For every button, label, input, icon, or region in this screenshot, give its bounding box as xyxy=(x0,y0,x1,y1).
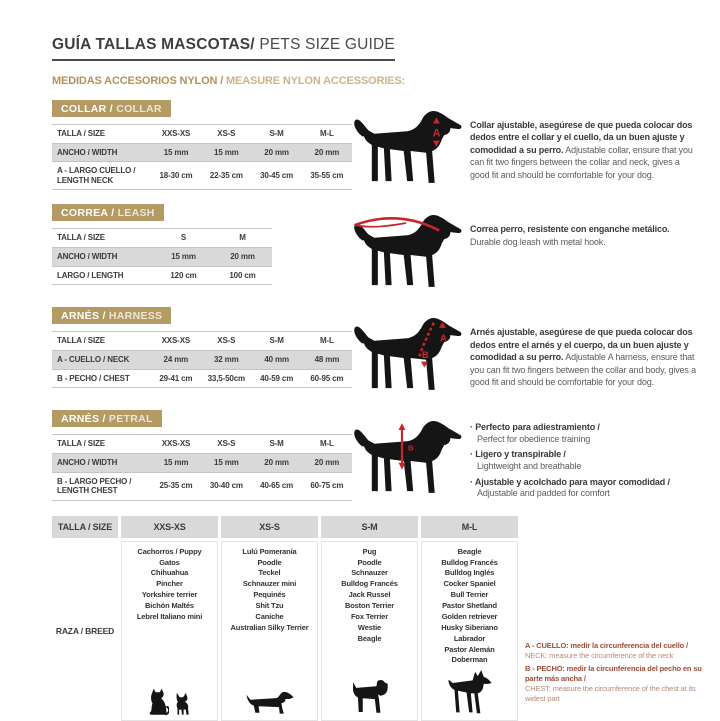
dog-collar-illustration xyxy=(352,99,470,189)
collar-neck-val: 30-45 cm xyxy=(251,162,301,190)
note-neck xyxy=(525,641,702,661)
petral-col-size: TALLA / SIZE xyxy=(52,435,151,454)
breed-item: Husky Siberiano xyxy=(441,622,498,632)
harness-neck-val: 32 mm xyxy=(201,350,252,369)
page-title xyxy=(52,36,395,61)
petral-badge-en: PETRAL xyxy=(108,413,153,426)
breed-col-ml-header: M-L xyxy=(421,516,518,538)
leash-description xyxy=(470,203,702,248)
petral-chest-val: 25-35 cm xyxy=(151,472,201,500)
section-collar xyxy=(52,99,702,190)
collar-col-xxs: XXS-XS xyxy=(151,125,201,144)
petral-marker-b: B xyxy=(408,444,414,454)
collar-badge-es: COLLAR / xyxy=(61,103,113,115)
harness-col-size: TALLA / SIZE xyxy=(52,332,151,351)
subtitle-es: MEDIDAS ACCESORIOS NYLON / xyxy=(52,75,227,87)
collar-badge-en: COLLAR xyxy=(116,103,162,115)
breed-item: Poodle xyxy=(357,557,382,567)
petral-chest-label: B - LARGO PECHO / LENGTH CHEST xyxy=(52,472,151,500)
collar-marker-a: A xyxy=(432,127,441,140)
harness-desc-en: Adjustable A harness, ensure that you can fit two fingers between the collar and body, gives a good fit and should be comfortable for your dog. xyxy=(470,352,696,387)
collar-width-label: ANCHO / WIDTH xyxy=(52,143,151,162)
breed-item: Fox Terrier xyxy=(351,611,388,621)
harness-size-table xyxy=(52,331,352,388)
page-subtitle xyxy=(52,75,702,87)
harness-badge-es: ARNÉS / xyxy=(61,310,106,323)
feature-item xyxy=(470,448,698,472)
doberman-icon xyxy=(445,669,495,716)
leash-badge-es: CORREA / xyxy=(61,207,115,220)
collar-col-ml: M-L xyxy=(302,125,352,144)
collar-neck-val: 35-55 cm xyxy=(302,162,352,190)
breed-item: Bulldog Inglés xyxy=(444,568,495,578)
collar-size-table xyxy=(52,124,352,190)
breed-item: Bichón Maltés xyxy=(145,601,194,611)
dog-silhouette-icon xyxy=(352,211,464,293)
breed-item: Pastor Shetland xyxy=(442,601,497,611)
harness-marker-a: A xyxy=(439,333,447,345)
breed-list-sm xyxy=(341,547,398,645)
breed-cell-ml xyxy=(421,541,518,721)
breed-item: Caniche xyxy=(255,611,284,621)
leash-width-label: ANCHO / WIDTH xyxy=(52,247,154,266)
breed-item: Labrador xyxy=(453,633,486,643)
breed-cell-xxs xyxy=(121,541,218,721)
breed-item: Boston Terrier xyxy=(344,601,394,611)
breed-item: Lebrel Italiano mini xyxy=(136,611,203,621)
leash-desc-es: Correa perro, resistente con enganche metálico. xyxy=(470,224,670,235)
petral-width-val: 15 mm xyxy=(151,453,201,472)
harness-desc-es: Arnés ajustable, asegúrese de que pueda colocar dos dedos entre el arnés y el cuerpo, da un buen ajuste y comodidad a su perro. xyxy=(470,327,693,363)
harness-col-ml: M-L xyxy=(302,332,352,351)
breed-section xyxy=(52,516,702,721)
leash-desc-en: Durable dog leash with metal hook. xyxy=(470,236,606,247)
petral-badge-es: ARNÉS / xyxy=(61,413,106,426)
feature-en: Adjustable and padded for comfort xyxy=(477,487,610,498)
leash-badge-en: LEASH xyxy=(117,207,155,220)
breed-item: Australian Silky Terrier xyxy=(230,622,309,632)
breed-item: Pastor Alemán xyxy=(444,644,495,654)
harness-neck-val: 40 mm xyxy=(252,350,302,369)
section-harness xyxy=(52,306,702,396)
leash-length-label: LARGO / LENGTH xyxy=(52,266,154,285)
collar-width-val: 15 mm xyxy=(201,143,251,162)
harness-neck-val: 48 mm xyxy=(302,350,352,369)
note-chest-en: CHEST: measure the circumference of the chest at its widest part xyxy=(525,684,696,704)
dog-petral-illustration xyxy=(352,409,470,499)
feature-es: · Perfecto para adiestramiento / xyxy=(470,421,698,433)
breed-row-label: RAZA / BREED xyxy=(55,625,115,636)
breed-item: Doberman xyxy=(451,655,488,665)
breed-cell-xs xyxy=(221,541,318,721)
harness-badge xyxy=(52,307,171,324)
collar-col-size: TALLA / SIZE xyxy=(52,125,151,144)
petral-col-xs: XS-S xyxy=(201,435,251,454)
breed-item: Chihuahua xyxy=(150,568,189,578)
breed-item: Shit Tzu xyxy=(255,601,284,611)
collar-width-val: 15 mm xyxy=(151,143,201,162)
petral-width-val: 15 mm xyxy=(201,453,251,472)
petral-size-table xyxy=(52,434,352,500)
breed-item: Cocker Spaniel xyxy=(443,579,496,589)
breed-item: Westie xyxy=(357,622,382,632)
breed-item: Teckel xyxy=(258,568,281,578)
harness-description xyxy=(470,306,702,388)
breed-col-xxs-header: XXS-XS xyxy=(121,516,218,538)
harness-col-xs: XS-S xyxy=(201,332,252,351)
petral-width-val: 20 mm xyxy=(302,453,352,472)
dog-silhouette-icon xyxy=(352,314,464,396)
chihuahua-icon xyxy=(173,692,192,716)
dachshund-icon xyxy=(242,690,298,716)
breed-col-size-header: TALLA / SIZE xyxy=(52,516,118,538)
breed-cell-sm xyxy=(321,541,418,721)
leash-col-s: S xyxy=(154,229,213,248)
harness-neck-val: 24 mm xyxy=(151,350,201,369)
collar-neck-val: 18-30 cm xyxy=(151,162,201,190)
petral-chest-val: 30-40 cm xyxy=(201,472,251,500)
leash-size-table xyxy=(52,228,272,285)
breed-list-ml xyxy=(441,547,498,667)
harness-chest-val: 40-59 cm xyxy=(252,369,302,388)
leash-length-val: 100 cm xyxy=(213,266,272,285)
collar-desc-en: Adjustable collar, ensure that you can fit two fingers between the collar and neck, gives a good fit and should be comfortable for your dog. xyxy=(470,144,693,180)
breed-item: Beagle xyxy=(457,546,482,556)
petral-width-val: 20 mm xyxy=(251,453,301,472)
harness-col-xxs: XXS-XS xyxy=(151,332,201,351)
petral-col-ml: M-L xyxy=(302,435,352,454)
harness-chest-label: B - PECHO / CHEST xyxy=(52,369,151,388)
breed-item: Yorkshire terrier xyxy=(141,590,198,600)
collar-col-sm: S-M xyxy=(251,125,301,144)
note-neck-en: NECK: measure the circumference of the neck xyxy=(525,650,674,660)
dog-silhouette-icon xyxy=(352,107,464,189)
breed-item: Bulldog Francés xyxy=(341,579,398,589)
harness-neck-label: A - CUELLO / NECK xyxy=(52,350,151,369)
schnauzer-icon xyxy=(349,679,391,716)
petral-features xyxy=(470,409,702,502)
dog-harness-illustration xyxy=(352,306,470,396)
feature-es: · Ligero y transpirable / xyxy=(470,448,698,460)
dog-leash-illustration xyxy=(352,203,470,293)
feature-item xyxy=(470,421,698,445)
harness-marker-b: B xyxy=(421,350,429,362)
breed-col-xs-header: XS-S xyxy=(221,516,318,538)
petral-col-xxs: XXS-XS xyxy=(151,435,201,454)
breed-item: Bulldog Francés xyxy=(441,557,498,567)
leash-col-m: M xyxy=(213,229,272,248)
breed-item: Schnauzer xyxy=(351,568,388,578)
breed-item: Poodle xyxy=(257,557,282,567)
breed-list-xxs xyxy=(137,547,202,623)
section-petral xyxy=(52,409,702,502)
breed-item: Gatos xyxy=(159,557,180,567)
breed-item: Jack Russel xyxy=(348,590,391,600)
breed-item: Golden retriever xyxy=(441,611,498,621)
breed-item: Lulú Pomeranía xyxy=(242,546,297,556)
note-chest-es: B - PECHO: medir la circunferencia del pecho en su parte más ancha / xyxy=(525,663,702,683)
feature-es: · Ajustable y acolchado para mayor comodidad / xyxy=(470,476,698,488)
breed-table xyxy=(52,516,515,721)
petral-chest-val: 40-65 cm xyxy=(251,472,301,500)
note-neck-es: A - CUELLO: medir la circunferencia del cuello / xyxy=(525,640,688,650)
breed-item: Pequinés xyxy=(253,590,286,600)
collar-desc-es: Collar ajustable, asegúrese de que pueda colocar dos dedos entre el collar y el cuello, da un buen ajuste y comodidad a su perro. xyxy=(470,120,693,155)
breed-list-xs xyxy=(231,547,309,634)
leash-length-val: 120 cm xyxy=(154,266,213,285)
petral-width-label: ANCHO / WIDTH xyxy=(52,453,151,472)
collar-width-val: 20 mm xyxy=(302,143,352,162)
breed-item: Schnauzer mini xyxy=(242,579,297,589)
feature-en: Lightweight and breathable xyxy=(477,460,582,471)
collar-width-val: 20 mm xyxy=(251,143,301,162)
petral-badge xyxy=(52,410,162,427)
breed-item: Pug xyxy=(362,546,377,556)
breed-row-label-cell xyxy=(52,541,118,721)
collar-col-xs: XS-S xyxy=(201,125,251,144)
subtitle-en: MEASURE NYLON ACCESSORIES: xyxy=(226,75,406,87)
note-chest xyxy=(525,664,702,705)
breed-item: Bull Terrier xyxy=(450,590,489,600)
cat-icon xyxy=(147,688,169,716)
leash-width-val: 15 mm xyxy=(154,247,213,266)
collar-neck-label: A - LARGO CUELLO / LENGTH NECK xyxy=(52,162,151,190)
harness-col-sm: S-M xyxy=(252,332,302,351)
leash-col-size: TALLA / SIZE xyxy=(52,229,154,248)
harness-chest-val: 60-95 cm xyxy=(302,369,352,388)
page-title-en: PETS SIZE GUIDE xyxy=(254,36,395,53)
dog-silhouette-icon xyxy=(352,417,464,499)
feature-en: Perfect for obedience training xyxy=(477,433,591,444)
harness-badge-en: HARNESS xyxy=(108,310,163,323)
section-leash xyxy=(52,203,702,293)
collar-neck-val: 22-35 cm xyxy=(201,162,251,190)
collar-badge xyxy=(52,100,171,117)
petral-col-sm: S-M xyxy=(251,435,301,454)
leash-badge xyxy=(52,204,164,221)
harness-chest-val: 33,5-50cm xyxy=(201,369,252,388)
petral-chest-val: 60-75 cm xyxy=(302,472,352,500)
breed-col-sm-header: S-M xyxy=(321,516,418,538)
feature-item xyxy=(470,476,698,500)
measurement-notes xyxy=(515,641,702,721)
breed-item: Pincher xyxy=(156,579,183,589)
harness-chest-val: 29-41 cm xyxy=(151,369,201,388)
collar-description xyxy=(470,99,702,181)
leash-width-val: 20 mm xyxy=(213,247,272,266)
breed-item: Cachorros / Puppy xyxy=(137,546,202,556)
breed-item: Beagle xyxy=(357,633,382,643)
page-title-es: GUÍA TALLAS MASCOTAS/ xyxy=(52,36,255,53)
